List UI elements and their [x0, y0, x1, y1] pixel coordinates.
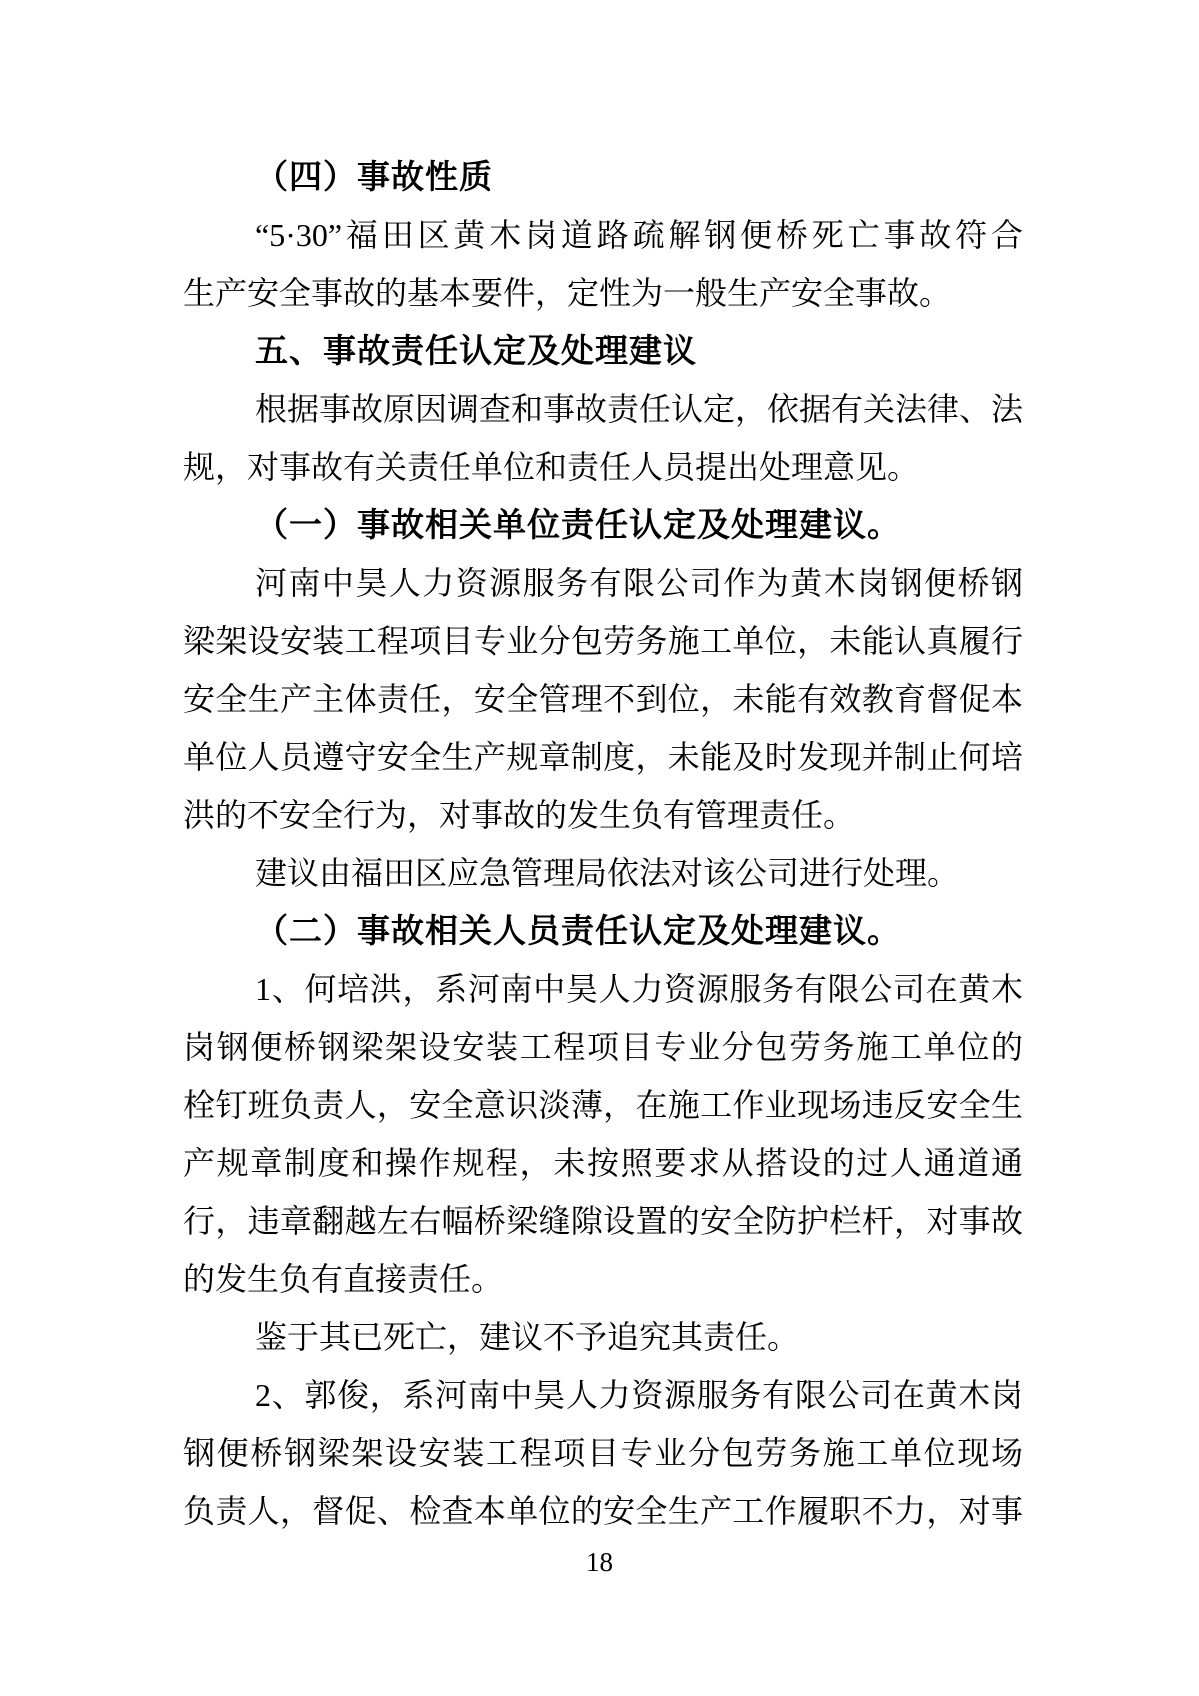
section-heading: （二）事故相关人员责任认定及处理建议。: [255, 912, 901, 949]
document-body: [183, 148, 1023, 1540]
text-line: 行，违章翻越左右幅桥梁缝隙设置的安全防护栏杆，对事故: [183, 1203, 1023, 1239]
text-line: 岗钢便桥钢梁架设安装工程项目专业分包劳务施工单位的: [183, 1029, 1023, 1065]
section-heading: （四）事故性质: [255, 158, 493, 195]
text-line: 建议由福田区应急管理局依法对该公司进行处理。: [255, 855, 960, 891]
text-line: 河南中昊人力资源服务有限公司作为黄木岗钢便桥钢: [255, 565, 1023, 601]
text-line: 单位人员遵守安全生产规章制度，未能及时发现并制止何培: [183, 739, 1023, 775]
text-line: 的发生负有直接责任。: [183, 1261, 504, 1297]
text-line: 规，对事故有关责任单位和责任人员提出处理意见。: [183, 449, 920, 485]
page-number: 18: [586, 1547, 613, 1577]
text-line: “5·30”福田区黄木岗道路疏解钢便桥死亡事故符合: [255, 217, 1023, 253]
text-line: 2、郭俊，系河南中昊人力资源服务有限公司在黄木岗: [255, 1377, 1023, 1413]
text-line: 生产安全事故的基本要件，定性为一般生产安全事故。: [183, 275, 952, 311]
text-line: 1、何培洪，系河南中昊人力资源服务有限公司在黄木: [255, 971, 1023, 1007]
text-line: 梁架设安装工程项目专业分包劳务施工单位，未能认真履行: [183, 623, 1023, 659]
text-line: 产规章制度和操作规程，未按照要求从搭设的过人通道通: [183, 1145, 1023, 1181]
text-line: 鉴于其已死亡，建议不予追究其责任。: [255, 1319, 800, 1355]
text-line: 钢便桥钢梁架设安装工程项目专业分包劳务施工单位现场: [183, 1435, 1023, 1471]
text-line: 根据事故原因调查和事故责任认定，依据有关法律、法: [255, 391, 1024, 427]
section-heading: 五、事故责任认定及处理建议: [255, 332, 697, 369]
text-line: 安全生产主体责任，安全管理不到位，未能有效教育督促本: [183, 681, 1023, 717]
section-heading: （一）事故相关单位责任认定及处理建议。: [255, 506, 901, 543]
text-line: 负责人，督促、检查本单位的安全生产工作履职不力，对事: [183, 1493, 1023, 1529]
text-line: 栓钉班负责人，安全意识淡薄，在施工作业现场违反安全生: [183, 1087, 1023, 1123]
text-line: 洪的不安全行为，对事故的发生负有管理责任。: [183, 797, 856, 833]
